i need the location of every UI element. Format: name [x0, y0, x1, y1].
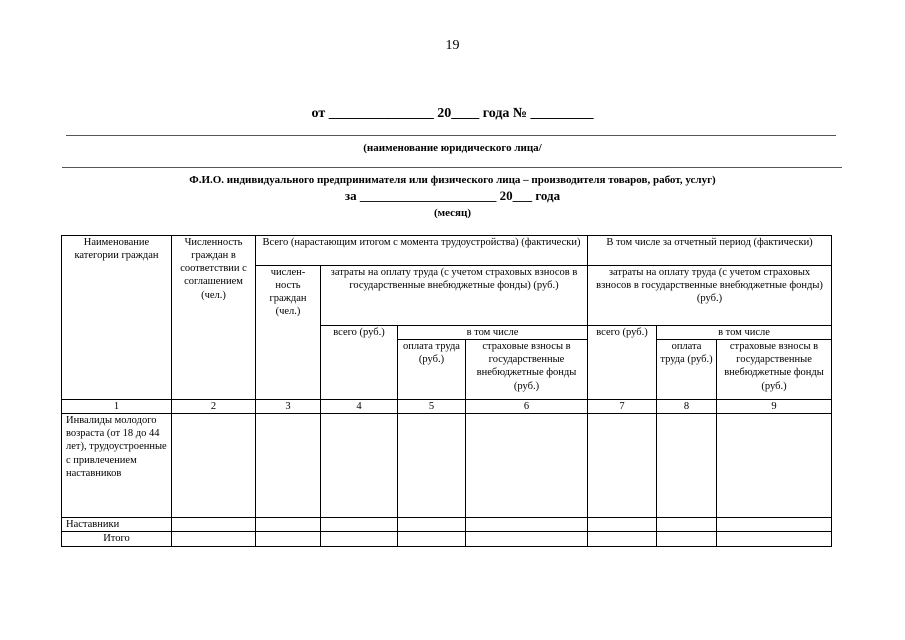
table-cell[interactable]	[657, 518, 717, 532]
table-row	[62, 518, 832, 532]
page-number: 19	[445, 38, 460, 53]
header-agreement-count: Численность граждан в соответствии с соглашением (чел.)	[172, 236, 256, 400]
table-cell[interactable]	[398, 414, 466, 518]
column-number-row	[62, 400, 832, 414]
table-row	[62, 414, 832, 518]
month-caption: (месяц)	[433, 207, 471, 219]
row-label: Инвалиды молодого возраста (от 18 до 44 лет), трудоустроенные с привлечением наставников	[62, 414, 172, 518]
column-number: 8	[657, 400, 717, 414]
table-cell[interactable]	[717, 414, 832, 518]
column-number: 5	[398, 400, 466, 414]
header-incl-total: в том числе	[398, 326, 588, 340]
header-insurance-total: страховые взносы в государственные внебюджетные фонды (руб.)	[466, 340, 588, 400]
table-cell[interactable]	[657, 532, 717, 547]
table-cell[interactable]	[657, 414, 717, 518]
fill-line-entrepreneur	[62, 167, 842, 168]
header-all-rub-total: всего (руб.)	[321, 326, 398, 400]
header-category: Наименование категории граждан	[62, 236, 172, 400]
table-cell[interactable]	[321, 518, 398, 532]
period-line: за _____________________ 20___ года	[344, 188, 561, 203]
column-number: 2	[172, 400, 256, 414]
date-number-line: от _______________ 20____ года № _________	[311, 106, 594, 121]
table-cell[interactable]	[321, 532, 398, 547]
row-label: Наставники	[62, 518, 172, 532]
table-cell[interactable]	[717, 532, 832, 547]
table-cell[interactable]	[172, 414, 256, 518]
header-incl-period: в том числе	[657, 326, 832, 340]
table-cell[interactable]	[398, 532, 466, 547]
row-label: Итого	[62, 532, 172, 547]
column-number: 7	[588, 400, 657, 414]
fill-line-legal-entity	[66, 135, 836, 136]
table-cell[interactable]	[256, 532, 321, 547]
table-cell[interactable]	[256, 414, 321, 518]
table-row	[62, 532, 832, 547]
table-cell[interactable]	[717, 518, 832, 532]
column-number: 4	[321, 400, 398, 414]
header-pay-total: оплата труда (руб.)	[398, 340, 466, 400]
table-cell[interactable]	[466, 518, 588, 532]
header-insurance-period: страховые взносы в государственные внебюджетные фонды (руб.)	[717, 340, 832, 400]
table-cell[interactable]	[466, 414, 588, 518]
column-number: 1	[62, 400, 172, 414]
header-all-rub-period: всего (руб.)	[588, 326, 657, 400]
header-group-period: В том числе за отчетный период (фактически)	[588, 236, 832, 266]
column-number: 3	[256, 400, 321, 414]
column-number: 6	[466, 400, 588, 414]
table-cell[interactable]	[172, 518, 256, 532]
entrepreneur-caption: Ф.И.О. индивидуального предпринимателя или физического лица – производителя товаров, работ, услуг)	[189, 174, 716, 186]
table-cell[interactable]	[466, 532, 588, 547]
table-cell[interactable]	[588, 532, 657, 547]
table-cell[interactable]	[321, 414, 398, 518]
table-cell[interactable]	[398, 518, 466, 532]
table-cell[interactable]	[172, 532, 256, 547]
header-costs-period: затраты на оплату труда (с учетом страховых взносов в государственные внебюджетные фонды) (руб.)	[588, 266, 832, 326]
table-cell[interactable]	[588, 518, 657, 532]
report-table	[61, 235, 832, 547]
header-costs-total: затраты на оплату труда (с учетом страховых взносов в государственные внебюджетные фонды) (руб.)	[321, 266, 588, 326]
table-cell[interactable]	[256, 518, 321, 532]
header-actual-count: числен- ность граждан (чел.)	[256, 266, 321, 400]
header-pay-period: оплата труда (руб.)	[657, 340, 717, 400]
column-number: 9	[717, 400, 832, 414]
header-group-total: Всего (нарастающим итогом с момента трудоустройства) (фактически)	[256, 236, 588, 266]
legal-entity-caption: (наименование юридического лица/	[363, 142, 542, 154]
table-cell[interactable]	[588, 414, 657, 518]
